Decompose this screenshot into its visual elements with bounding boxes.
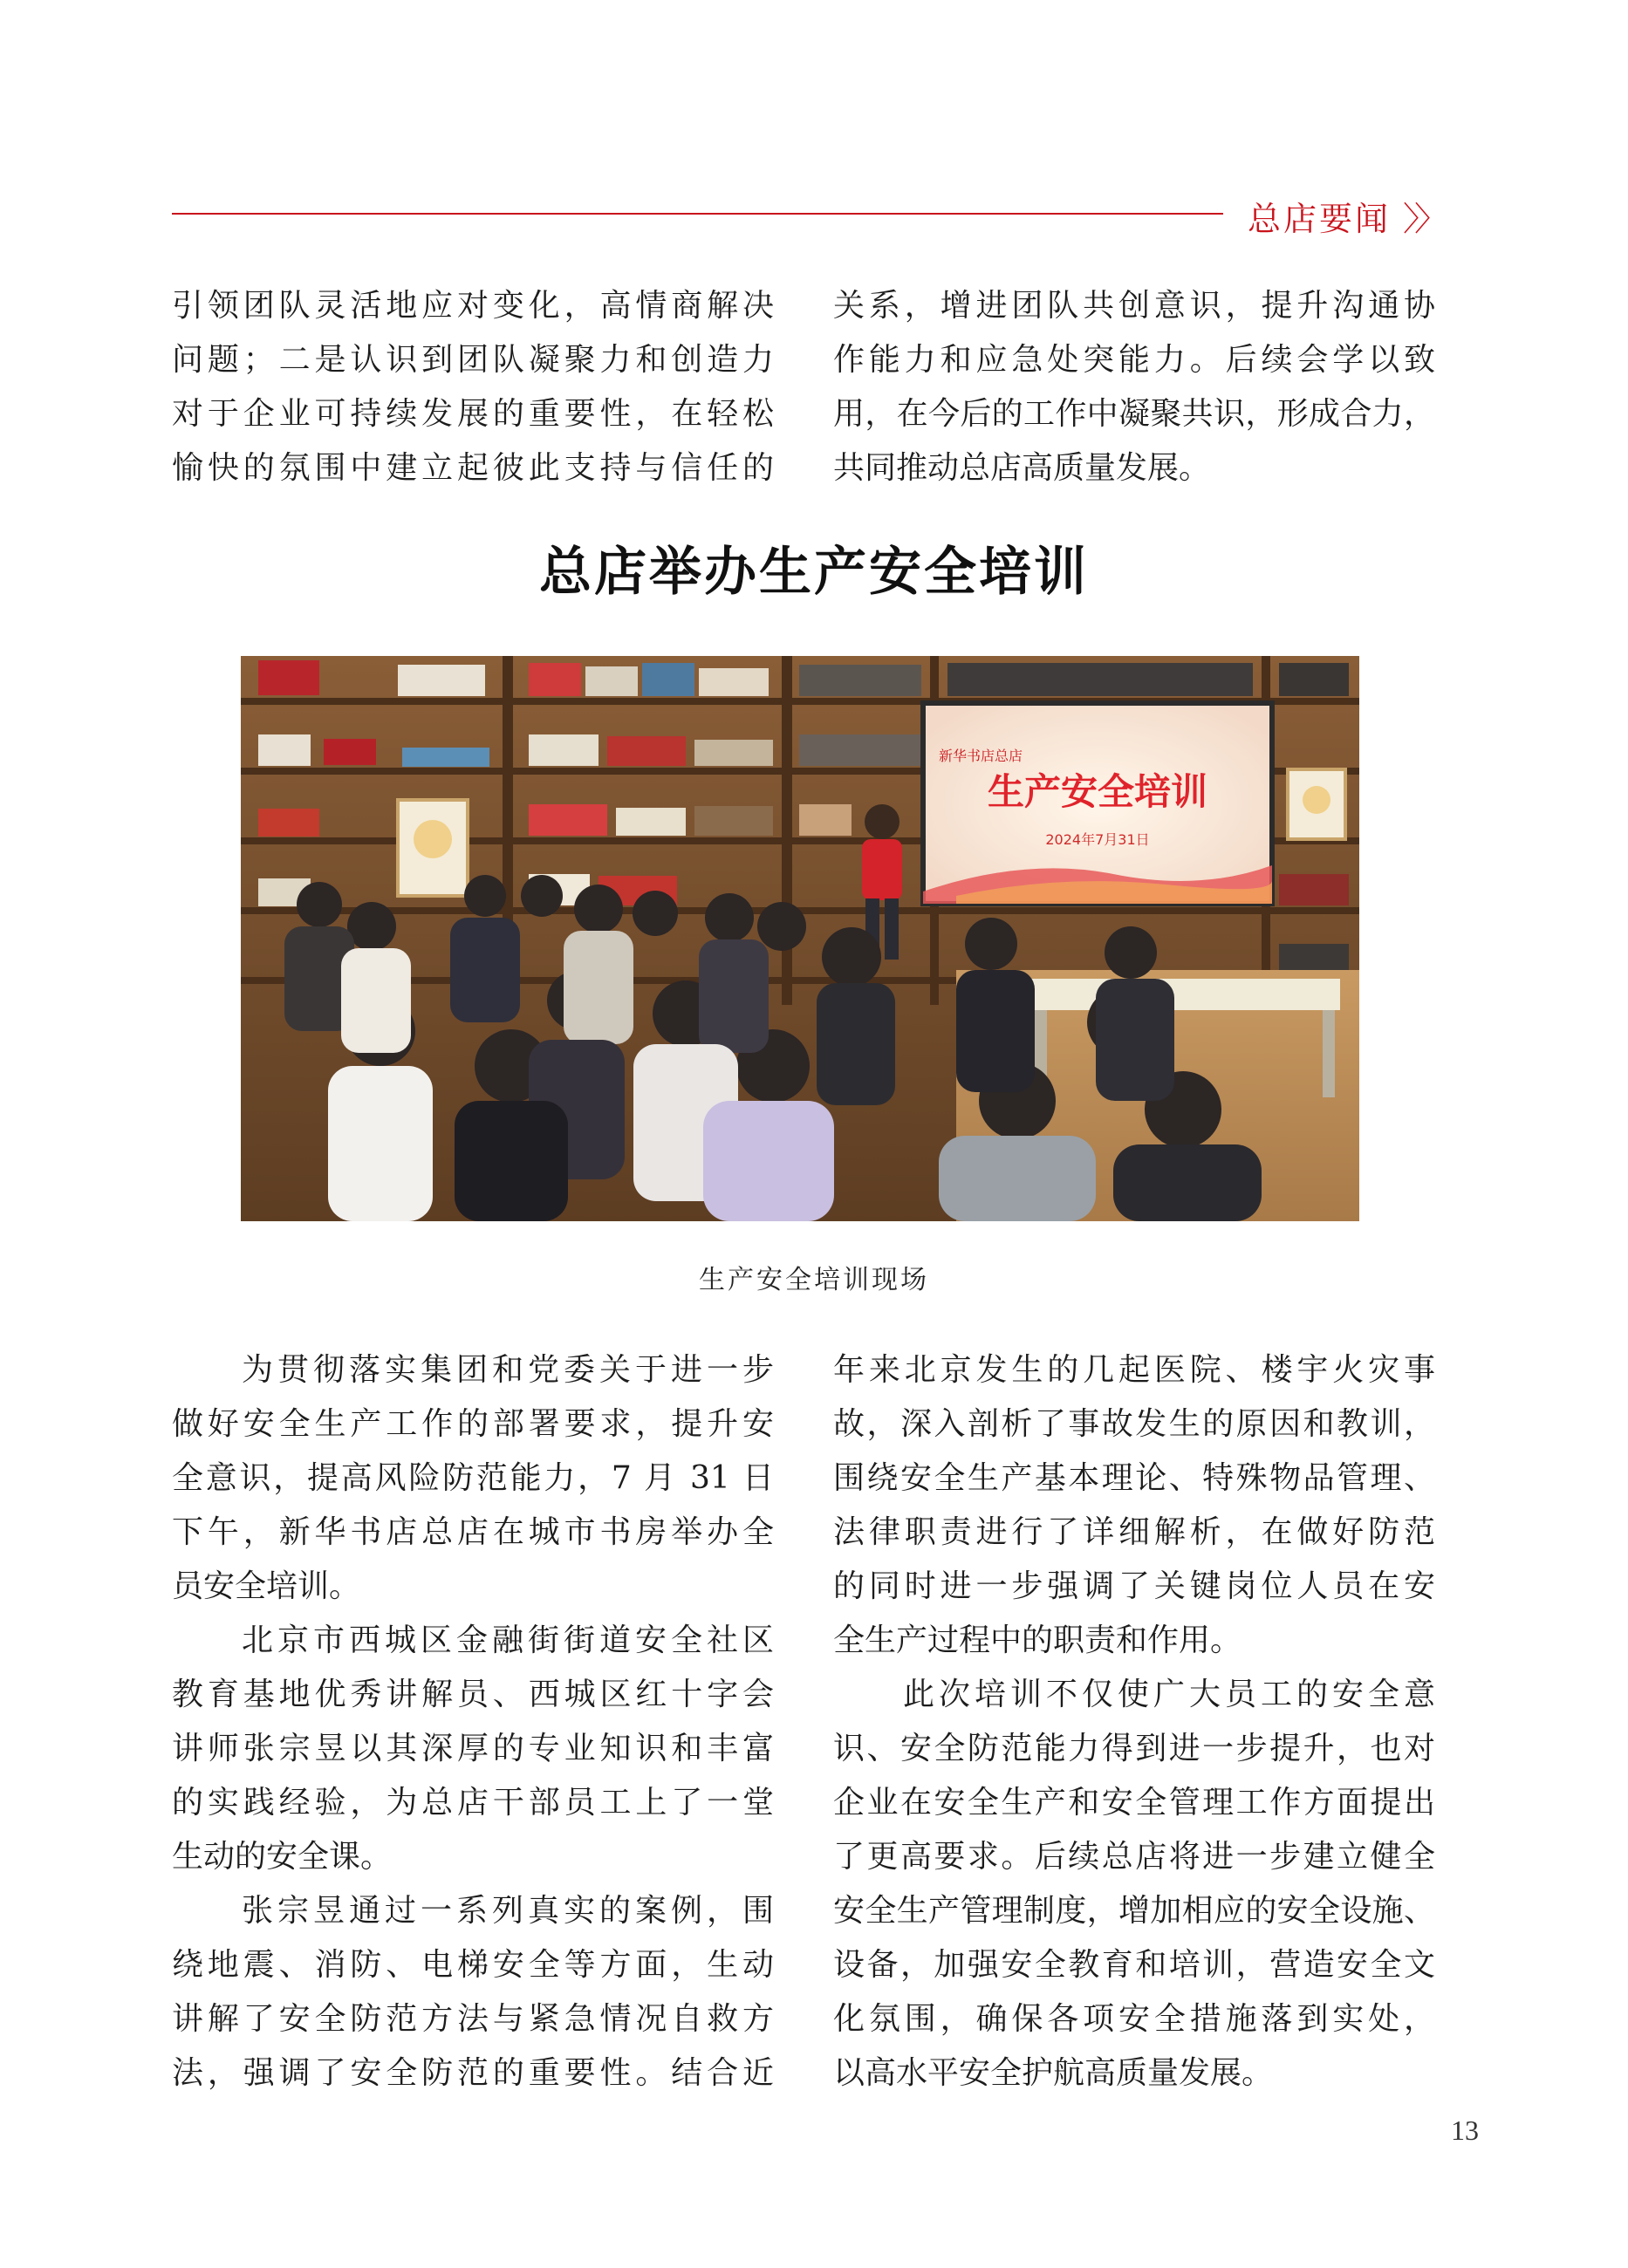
section-name: 总店要闻 — [1248, 200, 1392, 238]
training-photo — [241, 656, 1359, 1221]
text-line: 为贯彻落实集团和党委关于进一步 — [242, 1352, 774, 1388]
text-line: 法，强调了安全防范的重要性。结合近 — [172, 2055, 774, 2091]
text-line: 下午，新华书店总店在城市书房举办全 — [172, 1514, 774, 1550]
text-line: 的实践经验，为总店干部员工上了一堂 — [172, 1785, 774, 1821]
text-line: 共同推动总店高质量发展。 — [833, 450, 1211, 486]
text-line: 张宗昱通过一系列真实的案例，围 — [242, 1893, 774, 1929]
text-line: 此次培训不仅使广大员工的安全意 — [903, 1677, 1435, 1712]
photo-caption: 生产安全培训现场 — [699, 1265, 929, 1295]
text-line: 故，深入剖析了事故发生的原因和教训， — [833, 1406, 1435, 1442]
text-line: 关系，增进团队共创意识，提升沟通协 — [833, 288, 1435, 324]
text-line: 引领团队灵活地应对变化，高情商解决 — [172, 288, 774, 324]
article-title: 总店举办生产安全培训 — [539, 542, 1089, 603]
text-line: 愉快的氛围中建立起彼此支持与信任的 — [172, 450, 774, 486]
text-line: 用，在今后的工作中凝聚共识，形成合力， — [833, 396, 1435, 432]
text-line: 安全生产管理制度，增加相应的安全设施、 — [833, 1893, 1435, 1929]
text-line: 化氛围，确保各项安全措施落到实处， — [833, 2001, 1435, 2037]
text-line: 企业在安全生产和安全管理工作方面提出 — [833, 1785, 1435, 1821]
chevron-right-icon: 〉〉 — [1403, 200, 1443, 238]
article-right-column — [833, 1343, 1435, 2101]
header-rule — [172, 213, 1223, 215]
text-line: 法律职责进行了详细解析，在做好防范 — [833, 1514, 1435, 1550]
text-line: 教育基地优秀讲解员、西城区红十字会 — [172, 1677, 774, 1712]
screen-org-label: 新华书店总店 — [939, 748, 1023, 764]
screen-title: 生产安全培训 — [987, 770, 1208, 813]
text-line: 对于企业可持续发展的重要性，在轻松 — [172, 396, 774, 432]
text-line: 年来北京发生的几起医院、楼宇火灾事 — [833, 1352, 1435, 1388]
intro-left-column — [172, 279, 774, 495]
text-line: 做好安全生产工作的部署要求，提升安 — [172, 1406, 774, 1442]
text-line: 讲解了安全防范方法与紧急情况自救方 — [172, 2001, 774, 2037]
text-line: 设备，加强安全教育和培训，营造安全文 — [833, 1947, 1435, 1983]
text-line: 讲师张宗昱以其深厚的专业知识和丰富 — [172, 1731, 774, 1766]
text-line: 识、安全防范能力得到进一步提升，也对 — [833, 1731, 1435, 1766]
text-line: 作能力和应急处突能力。后续会学以致 — [833, 342, 1435, 378]
text-line: 问题；二是认识到团队凝聚力和创造力 — [172, 342, 774, 378]
text-line: 绕地震、消防、电梯安全等方面，生动 — [172, 1947, 774, 1983]
text-line: 全意识，提高风险防范能力，7 月 31 日 — [172, 1460, 774, 1496]
text-line: 北京市西城区金融街街道安全社区 — [242, 1622, 774, 1658]
intro-right-column — [833, 279, 1435, 495]
text-line: 以高水平安全护航高质量发展。 — [833, 2055, 1274, 2091]
text-line: 的同时进一步强调了关键岗位人员在安 — [833, 1568, 1435, 1604]
text-line: 全生产过程中的职责和作用。 — [833, 1622, 1242, 1658]
page-number: 13 — [1451, 2114, 1479, 2146]
text-line: 围绕安全生产基本理论、特殊物品管理、 — [833, 1460, 1435, 1496]
text-line: 员安全培训。 — [172, 1568, 361, 1604]
section-label — [1248, 192, 1442, 240]
text-line: 了更高要求。后续总店将进一步建立健全 — [833, 1839, 1435, 1875]
article-left-column — [172, 1343, 774, 2101]
screen-date: 2024年7月31日 — [1045, 831, 1150, 848]
text-line: 生动的安全课。 — [172, 1839, 393, 1875]
